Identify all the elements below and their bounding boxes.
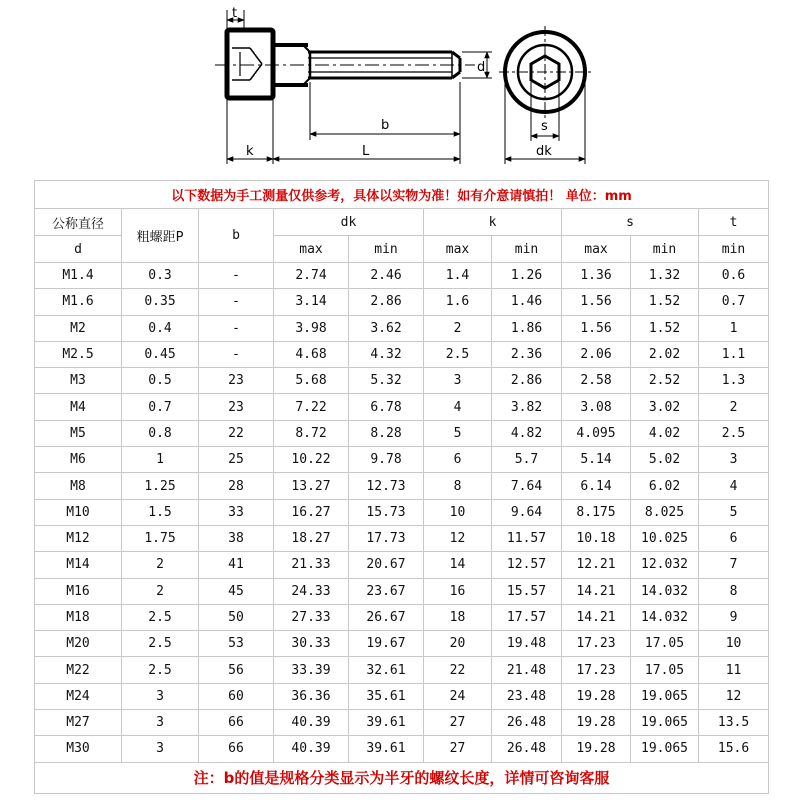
cell-size: M30 <box>35 736 122 762</box>
dim-label-t: t <box>232 6 238 21</box>
table-row <box>35 710 769 736</box>
cell-s-max: 8.175 <box>562 499 631 525</box>
cell-size: M16 <box>35 578 122 604</box>
cell-k-min: 1.46 <box>492 289 562 315</box>
cell-k-max: 6 <box>424 447 492 473</box>
cell-pitch: 2.5 <box>122 657 199 683</box>
cell-size: M10 <box>35 499 122 525</box>
cell-s-max: 19.28 <box>562 736 631 762</box>
table-row <box>35 631 769 657</box>
cell-k-max: 10 <box>424 499 492 525</box>
cell-pitch: 2 <box>122 552 199 578</box>
cell-s-max: 3.08 <box>562 394 631 420</box>
cell-k-min: 5.7 <box>492 447 562 473</box>
table-row <box>35 683 769 709</box>
cell-b: 66 <box>199 710 274 736</box>
cell-k-max: 3 <box>424 368 492 394</box>
cell-dk-min: 4.32 <box>349 341 424 367</box>
cell-b: 22 <box>199 420 274 446</box>
table-row <box>35 263 769 289</box>
table-row <box>35 552 769 578</box>
cell-dk-max: 27.33 <box>274 604 349 630</box>
cell-k-min: 21.48 <box>492 657 562 683</box>
cell-pitch: 1 <box>122 447 199 473</box>
header-s-min: min <box>631 236 699 263</box>
cell-size: M18 <box>35 604 122 630</box>
cell-s-max: 10.18 <box>562 525 631 551</box>
cell-s-max: 6.14 <box>562 473 631 499</box>
cell-dk-max: 3.98 <box>274 315 349 341</box>
cell-s-max: 2.58 <box>562 368 631 394</box>
cell-b: 33 <box>199 499 274 525</box>
cell-pitch: 3 <box>122 710 199 736</box>
cell-k-max: 27 <box>424 736 492 762</box>
cell-s-min: 8.025 <box>631 499 699 525</box>
cell-s-max: 19.28 <box>562 710 631 736</box>
cell-k-min: 12.57 <box>492 552 562 578</box>
header-nominal-diameter: 公称直径 <box>35 209 122 236</box>
cell-s-max: 14.21 <box>562 578 631 604</box>
cell-pitch: 3 <box>122 683 199 709</box>
cell-s-max: 14.21 <box>562 604 631 630</box>
cell-s-min: 2.02 <box>631 341 699 367</box>
cell-b: - <box>199 341 274 367</box>
cell-k-max: 2.5 <box>424 341 492 367</box>
measurement-notice: 以下数据为手工测量仅供参考，具体以实物为准！如有介意请慎拍！ 单位：mm <box>35 181 769 209</box>
cell-s-min: 14.032 <box>631 604 699 630</box>
cell-s-max: 19.28 <box>562 683 631 709</box>
cell-k-min: 26.48 <box>492 736 562 762</box>
cell-t-min: 5 <box>699 499 769 525</box>
cell-s-max: 12.21 <box>562 552 631 578</box>
cell-k-max: 24 <box>424 683 492 709</box>
cell-s-min: 19.065 <box>631 683 699 709</box>
cell-s-min: 19.065 <box>631 736 699 762</box>
cell-dk-max: 24.33 <box>274 578 349 604</box>
cell-dk-max: 4.68 <box>274 341 349 367</box>
cell-dk-max: 2.74 <box>274 263 349 289</box>
notice-row <box>35 181 769 209</box>
cell-t-min: 2.5 <box>699 420 769 446</box>
cell-s-min: 4.02 <box>631 420 699 446</box>
dim-label-L: L <box>362 144 370 159</box>
cell-dk-max: 21.33 <box>274 552 349 578</box>
cell-size: M24 <box>35 683 122 709</box>
cell-t-min: 12 <box>699 683 769 709</box>
table-row <box>35 289 769 315</box>
cell-dk-max: 3.14 <box>274 289 349 315</box>
cell-b: 25 <box>199 447 274 473</box>
cell-b: 41 <box>199 552 274 578</box>
cell-k-min: 23.48 <box>492 683 562 709</box>
cell-t-min: 15.6 <box>699 736 769 762</box>
header-row-1 <box>35 209 769 236</box>
cell-dk-max: 10.22 <box>274 447 349 473</box>
screw-end-view <box>499 26 591 118</box>
cell-b: 60 <box>199 683 274 709</box>
cell-dk-min: 6.78 <box>349 394 424 420</box>
header-dk-min: min <box>349 236 424 263</box>
cell-size: M4 <box>35 394 122 420</box>
cell-dk-max: 8.72 <box>274 420 349 446</box>
cell-dk-min: 35.61 <box>349 683 424 709</box>
cell-size: M20 <box>35 631 122 657</box>
header-k-min: min <box>492 236 562 263</box>
cell-s-min: 5.02 <box>631 447 699 473</box>
cell-pitch: 2 <box>122 578 199 604</box>
cell-k-min: 4.82 <box>492 420 562 446</box>
table-row <box>35 736 769 762</box>
cell-dk-min: 19.67 <box>349 631 424 657</box>
cell-k-min: 11.57 <box>492 525 562 551</box>
cell-k-min: 1.26 <box>492 263 562 289</box>
dim-label-k: k <box>246 144 254 159</box>
cell-k-max: 8 <box>424 473 492 499</box>
header-b: b <box>199 209 274 263</box>
table-row <box>35 420 769 446</box>
cell-t-min: 0.6 <box>699 263 769 289</box>
header-dk-max: max <box>274 236 349 263</box>
cell-s-min: 1.32 <box>631 263 699 289</box>
cell-pitch: 0.4 <box>122 315 199 341</box>
cell-k-min: 1.86 <box>492 315 562 341</box>
cell-k-max: 12 <box>424 525 492 551</box>
cell-size: M6 <box>35 447 122 473</box>
table-row <box>35 341 769 367</box>
cell-k-min: 7.64 <box>492 473 562 499</box>
table-row <box>35 473 769 499</box>
cell-k-min: 2.86 <box>492 368 562 394</box>
cell-k-max: 1.6 <box>424 289 492 315</box>
cell-size: M22 <box>35 657 122 683</box>
cell-b: 23 <box>199 394 274 420</box>
cell-k-max: 16 <box>424 578 492 604</box>
cell-dk-min: 39.61 <box>349 736 424 762</box>
cell-s-max: 1.56 <box>562 289 631 315</box>
cell-k-min: 2.36 <box>492 341 562 367</box>
table-row <box>35 499 769 525</box>
cell-dk-min: 8.28 <box>349 420 424 446</box>
cell-pitch: 0.7 <box>122 394 199 420</box>
header-coarse-pitch: 粗螺距P <box>122 209 199 263</box>
cell-dk-min: 12.73 <box>349 473 424 499</box>
dim-label-b: b <box>381 118 390 133</box>
cell-k-min: 3.82 <box>492 394 562 420</box>
cell-t-min: 7 <box>699 552 769 578</box>
cell-dk-max: 36.36 <box>274 683 349 709</box>
cell-dk-min: 23.67 <box>349 578 424 604</box>
cell-dk-min: 5.32 <box>349 368 424 394</box>
cell-dk-min: 17.73 <box>349 525 424 551</box>
cell-s-max: 17.23 <box>562 657 631 683</box>
cell-k-max: 1.4 <box>424 263 492 289</box>
cell-size: M2 <box>35 315 122 341</box>
cell-s-min: 17.05 <box>631 631 699 657</box>
cell-k-min: 9.64 <box>492 499 562 525</box>
cell-s-min: 1.52 <box>631 315 699 341</box>
cell-k-max: 4 <box>424 394 492 420</box>
cell-k-max: 5 <box>424 420 492 446</box>
cell-dk-min: 9.78 <box>349 447 424 473</box>
cell-dk-min: 39.61 <box>349 710 424 736</box>
cell-k-max: 14 <box>424 552 492 578</box>
cell-size: M27 <box>35 710 122 736</box>
cell-b: 53 <box>199 631 274 657</box>
cell-s-min: 19.065 <box>631 710 699 736</box>
cell-dk-max: 7.22 <box>274 394 349 420</box>
footnote-row <box>35 762 769 793</box>
cell-dk-max: 5.68 <box>274 368 349 394</box>
cell-dk-min: 26.67 <box>349 604 424 630</box>
cell-b: 23 <box>199 368 274 394</box>
cell-pitch: 0.45 <box>122 341 199 367</box>
cell-pitch: 0.35 <box>122 289 199 315</box>
cell-s-min: 6.02 <box>631 473 699 499</box>
cell-s-max: 5.14 <box>562 447 631 473</box>
cell-size: M2.5 <box>35 341 122 367</box>
header-d-symbol: d <box>35 236 122 263</box>
table-row <box>35 315 769 341</box>
cell-s-min: 1.52 <box>631 289 699 315</box>
cell-s-max: 4.095 <box>562 420 631 446</box>
cell-b: 38 <box>199 525 274 551</box>
table-row <box>35 578 769 604</box>
cell-k-min: 26.48 <box>492 710 562 736</box>
cell-t-min: 10 <box>699 631 769 657</box>
header-k-max: max <box>424 236 492 263</box>
dim-label-dk: dk <box>536 144 552 159</box>
header-t-min: min <box>699 236 769 263</box>
cell-pitch: 0.5 <box>122 368 199 394</box>
cell-b: 45 <box>199 578 274 604</box>
cell-k-max: 22 <box>424 657 492 683</box>
dim-label-s: s <box>541 119 548 134</box>
cell-pitch: 2.5 <box>122 604 199 630</box>
screw-side-view <box>215 30 475 98</box>
cell-k-max: 27 <box>424 710 492 736</box>
table-row <box>35 394 769 420</box>
table-row <box>35 368 769 394</box>
cell-dk-max: 40.39 <box>274 710 349 736</box>
cell-t-min: 0.7 <box>699 289 769 315</box>
cell-size: M12 <box>35 525 122 551</box>
cell-s-max: 1.56 <box>562 315 631 341</box>
header-k: k <box>424 209 562 236</box>
table-row <box>35 447 769 473</box>
cell-s-min: 12.032 <box>631 552 699 578</box>
cell-k-min: 19.48 <box>492 631 562 657</box>
cell-s-min: 14.032 <box>631 578 699 604</box>
cell-size: M5 <box>35 420 122 446</box>
cell-t-min: 1.3 <box>699 368 769 394</box>
table-row <box>35 604 769 630</box>
cell-dk-min: 15.73 <box>349 499 424 525</box>
cell-dk-min: 20.67 <box>349 552 424 578</box>
cell-dk-max: 30.33 <box>274 631 349 657</box>
cell-s-min: 3.02 <box>631 394 699 420</box>
cell-s-max: 2.06 <box>562 341 631 367</box>
cell-t-min: 8 <box>699 578 769 604</box>
cell-dk-max: 40.39 <box>274 736 349 762</box>
footnote-text: 注：b的值是规格分类显示为半牙的螺纹长度，详情可咨询客服 <box>35 762 769 793</box>
cell-dk-min: 32.61 <box>349 657 424 683</box>
cell-k-max: 18 <box>424 604 492 630</box>
cell-dk-min: 2.86 <box>349 289 424 315</box>
header-t: t <box>699 209 769 236</box>
cell-b: - <box>199 263 274 289</box>
side-view-dimensions <box>227 10 492 164</box>
cell-t-min: 1 <box>699 315 769 341</box>
cell-t-min: 9 <box>699 604 769 630</box>
cell-size: M3 <box>35 368 122 394</box>
cell-s-max: 1.36 <box>562 263 631 289</box>
cell-s-min: 10.025 <box>631 525 699 551</box>
header-s-max: max <box>562 236 631 263</box>
cell-t-min: 1.1 <box>699 341 769 367</box>
screw-dimension-drawing <box>0 0 800 180</box>
cell-pitch: 1.25 <box>122 473 199 499</box>
cell-b: 66 <box>199 736 274 762</box>
screw-spec-table <box>34 180 769 794</box>
cell-dk-max: 18.27 <box>274 525 349 551</box>
cell-b: - <box>199 315 274 341</box>
cell-b: 56 <box>199 657 274 683</box>
cell-b: - <box>199 289 274 315</box>
cell-pitch: 1.75 <box>122 525 199 551</box>
cell-pitch: 0.3 <box>122 263 199 289</box>
cell-k-min: 15.57 <box>492 578 562 604</box>
cell-t-min: 6 <box>699 525 769 551</box>
cell-pitch: 2.5 <box>122 631 199 657</box>
cell-k-max: 2 <box>424 315 492 341</box>
header-dk: dk <box>274 209 424 236</box>
cell-t-min: 4 <box>699 473 769 499</box>
cell-k-min: 17.57 <box>492 604 562 630</box>
cell-pitch: 1.5 <box>122 499 199 525</box>
table-row <box>35 657 769 683</box>
cell-dk-max: 33.39 <box>274 657 349 683</box>
cell-b: 50 <box>199 604 274 630</box>
cell-t-min: 11 <box>699 657 769 683</box>
table-row <box>35 525 769 551</box>
cell-b: 28 <box>199 473 274 499</box>
dim-label-d: d <box>477 60 486 75</box>
cell-dk-max: 16.27 <box>274 499 349 525</box>
cell-size: M1.4 <box>35 263 122 289</box>
cell-s-min: 2.52 <box>631 368 699 394</box>
cell-k-max: 20 <box>424 631 492 657</box>
cell-s-max: 17.23 <box>562 631 631 657</box>
cell-dk-min: 3.62 <box>349 315 424 341</box>
header-s: s <box>562 209 699 236</box>
cell-s-min: 17.05 <box>631 657 699 683</box>
cell-size: M1.6 <box>35 289 122 315</box>
cell-pitch: 3 <box>122 736 199 762</box>
cell-size: M14 <box>35 552 122 578</box>
cell-dk-max: 13.27 <box>274 473 349 499</box>
cell-pitch: 0.8 <box>122 420 199 446</box>
cell-dk-min: 2.46 <box>349 263 424 289</box>
cell-size: M8 <box>35 473 122 499</box>
cell-t-min: 3 <box>699 447 769 473</box>
cell-t-min: 13.5 <box>699 710 769 736</box>
cell-t-min: 2 <box>699 394 769 420</box>
